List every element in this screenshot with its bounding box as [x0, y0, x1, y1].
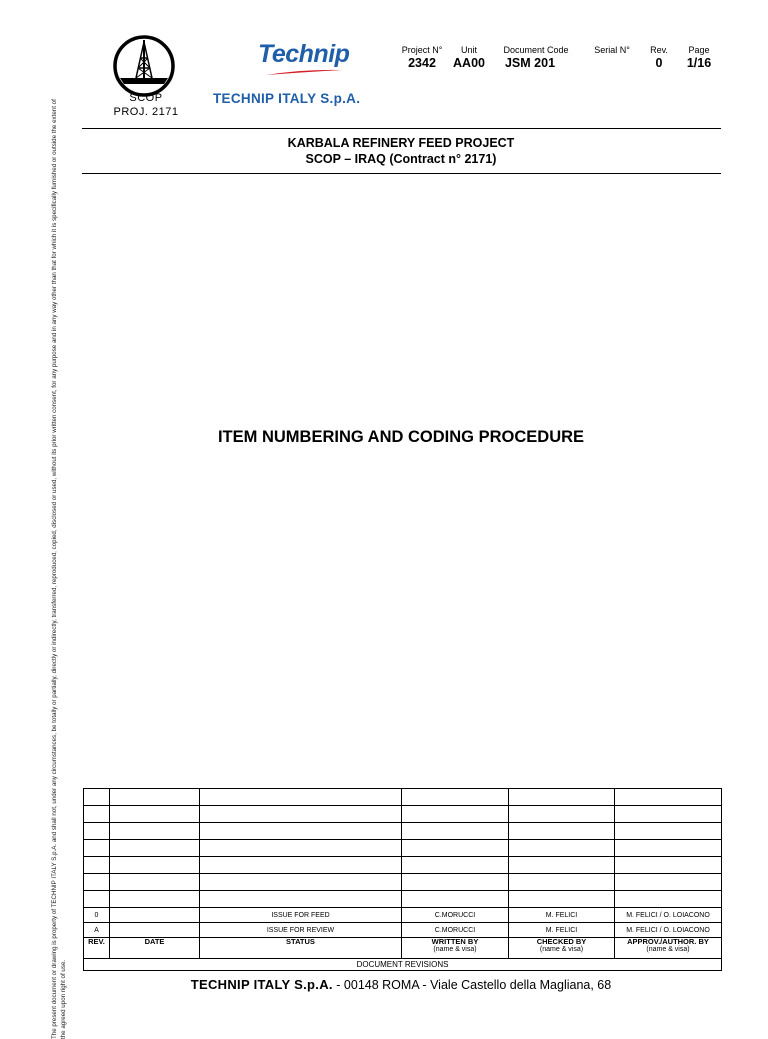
table-row: [84, 891, 722, 908]
written-by-cell: C.MORUCCI: [402, 908, 509, 923]
company-name: TECHNIP ITALY S.p.A.: [213, 91, 361, 106]
technip-logo-swoosh: [266, 68, 342, 76]
table-row: [84, 857, 722, 874]
table-row: [84, 923, 722, 938]
project-contract: SCOP – IRAQ (Contract n° 2171): [305, 152, 497, 166]
revisions-table: [83, 788, 722, 971]
header-rule: [82, 128, 721, 129]
footer-company: TECHNIP ITALY S.p.A.: [190, 977, 333, 992]
table-row: [84, 806, 722, 823]
document-title: ITEM NUMBERING AND CODING PROCEDURE: [217, 428, 585, 446]
revision-label: Rev.: [650, 45, 668, 55]
name-visa-note: (name & visa): [539, 946, 584, 953]
table-row: [84, 840, 722, 857]
checked-by-header: [509, 938, 615, 959]
approved-by-cell: M. FELICI / O. LOIACONO: [615, 908, 722, 923]
date-header: DATE: [110, 938, 200, 959]
project-number-label: Project N°: [401, 45, 443, 55]
name-visa-note: (name & visa): [433, 946, 477, 953]
checked-by-cell: M. FELICI: [509, 908, 615, 923]
table-row: [84, 823, 722, 840]
rev-cell: A: [84, 923, 110, 938]
project-name: KARBALA REFINERY FEED PROJECT: [287, 136, 515, 150]
serial-number-label: Serial N°: [594, 45, 630, 55]
footer-address: - 00148 ROMA - Viale Castello della Magliana, 68: [332, 978, 612, 992]
document-revisions-caption: DOCUMENT REVISIONS: [84, 959, 722, 971]
scop-logo-text: SCOP: [129, 92, 163, 104]
page-value: 1/16: [686, 56, 712, 70]
table-row: [84, 789, 722, 806]
document-code-value: JSM 201: [504, 56, 556, 70]
page-footer: [80, 977, 722, 992]
table-footer-row: [84, 959, 722, 971]
page-label: Page: [688, 45, 710, 55]
unit-value: AA00: [453, 56, 485, 70]
table-row: [84, 908, 722, 923]
status-cell: ISSUE FOR FEED: [200, 908, 402, 923]
document-code-label: Document Code: [503, 45, 569, 55]
status-cell: ISSUE FOR REVIEW: [200, 923, 402, 938]
checked-by-label: CHECKED BY: [536, 937, 587, 946]
checked-by-cell: M. FELICI: [509, 923, 615, 938]
unit-label: Unit: [460, 45, 477, 55]
date-cell: [110, 908, 200, 923]
written-by-cell: C.MORUCCI: [402, 923, 509, 938]
table-header-row: [84, 938, 722, 959]
written-by-header: [402, 938, 509, 959]
project-number-value: 2342: [408, 56, 436, 70]
name-visa-note: (name & visa): [646, 946, 690, 953]
scop-project-number: PROJ. 2171: [113, 106, 179, 118]
approved-by-label: APPROV./AUTHOR. BY: [627, 937, 709, 946]
project-rule: [82, 173, 721, 174]
confidentiality-note: The present document or drawing is property of TECHNIP ITALY S.p.A. and shall not, under any circumstances, be totally or partially, directly or indirectly, transferred, reproduced, copied, disclosed or used, without its prior written consent, for any purpose and in any way other than that for which it is specifically furnished or outside the extent of the agreed upon right of use.: [51, 99, 67, 1039]
scop-logo: [112, 34, 176, 98]
table-row: [84, 874, 722, 891]
rev-header: REV.: [84, 938, 110, 959]
technip-logo: Technip: [258, 40, 350, 68]
rev-cell: 0: [84, 908, 110, 923]
written-by-label: WRITTEN BY: [431, 937, 479, 946]
revision-value: 0: [655, 56, 663, 70]
status-header: STATUS: [200, 938, 402, 959]
approved-by-header: [615, 938, 722, 959]
date-cell: [110, 923, 200, 938]
approved-by-cell: M. FELICI / O. LOIACONO: [615, 923, 722, 938]
